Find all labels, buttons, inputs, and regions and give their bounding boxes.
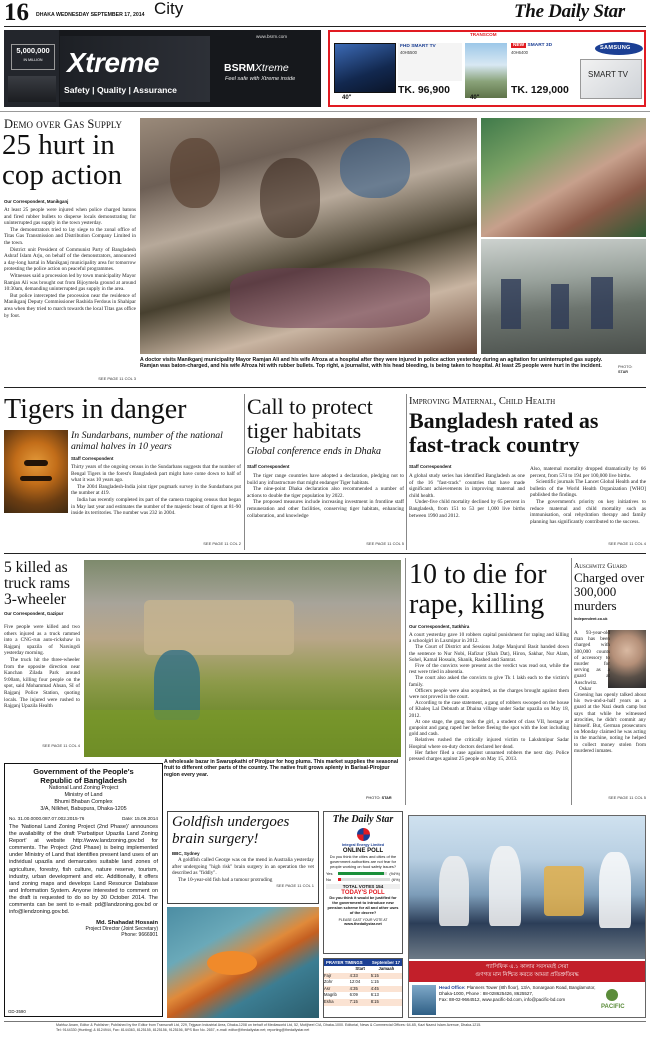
paper-name: The Daily Star [514, 1, 625, 22]
notice-org-1: Government of the People's [33, 767, 134, 776]
prayer-header-row: Start Jamaah [355, 966, 395, 971]
tv1-size: 40" [342, 95, 352, 101]
auschwitz-see-page: SEE PAGE 11 COL 5 [608, 795, 646, 800]
ad-transcom-dealer: TRANSCOM [470, 32, 497, 37]
lead-photo-credit: PHOTO: STAR [618, 365, 633, 374]
killed-body: Five people were killed and two others injured as a truck rammed into a CNG-run auto-rickshaw in Rajganj upazila of Narsingdi yesterday morning. The truck hit the three-wheeler from the opposite direction near Kanchan Zilada Park around 9:00am, killing four people on the spot, said Mohammad Ahsan, SI of Rajganj Police Station, quoting locals. The injured were rushed to Rajganj Upazila Health [4, 624, 80, 710]
maternal-byline: Staff Correspondent [409, 464, 452, 469]
call-headline-2: tiger habitats [247, 418, 362, 443]
goldfish-headline-1: Goldfish undergoes [172, 814, 290, 830]
killed-headline-3: 3-wheeler [4, 591, 66, 608]
lead-byline: Our Correspondent, Manikganj [4, 199, 69, 204]
notice-signer: Md. Shahadat Hossain [96, 920, 158, 927]
lead-rule [4, 387, 646, 388]
killed-headline-1: 5 killed as [4, 559, 68, 576]
pacific-logo-icon [606, 989, 618, 1001]
tv1-name: FHD SMART TV [400, 44, 436, 49]
notice-code: GD-3590 [8, 1009, 26, 1014]
ad-bsrm-tagline: Safety | Quality | Assurance [64, 85, 177, 95]
call-divider [244, 394, 245, 550]
tigers-deck: In Sundarbans, number of the national animal halves in 10 years [71, 430, 223, 452]
tv2-image [580, 59, 642, 99]
call-see-page: SEE PAGE 11 COL 5 [366, 541, 404, 546]
pacific-brand: PACIFIC [601, 1004, 625, 1010]
mid-rule [4, 553, 646, 554]
maternal-kicker: Improving Maternal, Child Health [409, 396, 556, 407]
maternal-see-page: SEE PAGE 11 COL 4 [608, 541, 646, 546]
page-number: 16 [4, 0, 29, 26]
plum-credit: PHOTO: STAR [366, 796, 392, 800]
lead-headline-2: cop action [2, 159, 122, 191]
tigers-see-page: SEE PAGE 11 COL 2 [203, 541, 241, 546]
tv2-price: TK. 129,000 [511, 84, 569, 96]
plum-caption: A wholesale bazar in Swarupkathi of Pirojpur for hog plums. This market supplies the seasonal fruit to different other parts of the country. The native fruit grows aplenty in Barisal-Pirojpur region every year. [164, 759, 399, 778]
ad-pacific [408, 815, 646, 1018]
rape-body: A court yesterday gave 10 robbers capital punishment for raping and killing a schoolgirl in Laxmipur in 2012. The Court of District and Sessions Judge Manjurul Basit handed down the sentence to Nur Nobi, Hafizur (Shah Dat), Hiron, Sakhar, Nur Alam, Sohel, Kamal Hossain, Shanik, Rashed and Samrat. Five of the convicts were present as the verdict was read out, while the rest were tried in absentia. The court also asked the convicts to give Tk 1 lakh each to the victim's family. Officers people were also acquitted, as the charges brought against them were not proved in the court. According to the case statement, a gang of robbers swooped on the house of Khaleq Lal Debnath at Dhaina village under Sadar upazila on May 18, 2012. At one stage, the gang took the girl, a student of class VII, hostage at gunpoint and gang raped her before fleeing the spot with the loot including gold and cash. Relatives rushed the critically injured victim to Lakshmipur Sadar Hospital where on-duty doctors declared her dead. Her father filed a case against unnamed robbers the next day. Police pressed charges against 25 people on May 15, 2013. [409, 632, 569, 763]
notice-phone: Phone: 9666901 [121, 932, 158, 939]
killed-see-page: SEE PAGE 11 COL 4 [42, 743, 80, 748]
lead-headline-1: 25 hurt in [2, 129, 115, 161]
killed-headline-2: truck rams [4, 575, 70, 592]
auschwitz-body: A 93-year-old man has been charged with 300,000 counts of accessory to murder for serving as a guard at Auschwitz. Oskar Groening has openly talked about his two-and-a-half years as a guard at the Nazi death camp but says that while he witnessed atrocities, he didn't commit any himself. But, German prosecutors on Monday claimed he was acting in the machine, noting he helped to collect money stolen from murdered inmates. [574, 630, 646, 754]
tv2-size: 40" [470, 95, 480, 101]
ad-bsrm-logo: BSRMXtreme [224, 62, 289, 74]
smart-tv-label: SMART TV [588, 70, 629, 79]
poll-total: TOTAL VOTES 154 [326, 884, 400, 889]
auschwitz-divider [571, 558, 572, 805]
prayer-date: September 17 [371, 960, 400, 965]
prayer-row: Esha 7:15 8:15 [324, 999, 402, 1006]
rape-divider [405, 558, 406, 805]
ad-bsrm-price: 5,000,000 IN MILLION [11, 44, 55, 70]
tiger-photo [4, 430, 68, 513]
lead-body: At least 25 people were injured when police charged batons and fired rubber bullets to disperse locals demonstrating for uninterrupted gas supply in the town yesterday. The demonstrators tried to lay siege to the zonal office of Titas Gas Transmission and Distribution Company Limited in the town. District unit President of Communist Party of Bangladesh Ashraf Islam Arju, on behalf of the demonstrators, announced a day-long hartal in Manikganj municipality area for tomorrow protesting the police action on peaceful programmes. Witnesses said a procession led by town municipality Mayor Ramjan Ali was brought out from Bijoymela ground at around 10:30am, demanding uninterrupted gas supply in the area. But police intercepted the procession near the residence of Manikganj Deputy Commissioner Rashida Ferdous in Shahipar area when they tried to march towards the local Titas gas office by foot. [4, 207, 136, 319]
lead-photo-journalist [481, 118, 646, 237]
goldfish-byline: BBC, Sydney [172, 851, 200, 856]
tv1-price: TK. 96,900 [398, 84, 450, 96]
tv2-model: 40H6400 [511, 50, 528, 55]
goldfish-photo [167, 907, 319, 1018]
maternal-divider [406, 394, 407, 550]
prayer-title: PRAYER TIMINGS [326, 960, 363, 965]
poll-yes-row: Yes (94%) [326, 871, 400, 877]
tigers-byline: Staff Correspondent [71, 456, 114, 461]
plum-market-photo [84, 560, 401, 757]
footer-rule [4, 1021, 646, 1022]
rape-headline-2: rape, killing [409, 589, 545, 620]
goldfish-body: A goldfish called George was on the mend in Australia yesterday after undergoing "high risk" brain surgery in an operation the vet described as "fiddly". The 10-year-old fish had a tumour protruding [172, 857, 314, 883]
auschwitz-kicker: Auschwitz Guard [574, 561, 627, 570]
ad-bsrm-slogan: Feel safe with Xtreme inside [225, 76, 296, 82]
pacific-head-office: Head Office: Planners Tower (8th floor), 13/A, Sonargaon Road, Banglamotor, Dhaka-1000, Phone : 88-028625426, 8625527, Fax: 88-02-9664512, www.pacific-bd.com, info@pacific-bd.com [439, 985, 596, 1002]
tv1-model: 40H5500 [400, 50, 417, 55]
rape-headline-1: 10 to die for [409, 559, 547, 590]
poll-sponsor-logo [357, 828, 370, 841]
notice-dept: National Land Zoning Project [48, 785, 119, 791]
prayer-row: Asr 4:35 4:45 [324, 986, 402, 993]
government-notice [4, 763, 163, 1017]
ad-bsrm-web: www.bsrm.com [256, 34, 288, 39]
maternal-headline-2: fast-track country [409, 432, 580, 457]
ad-bsrm [4, 30, 321, 107]
samsung-brand: SAMSUNG [600, 45, 631, 51]
notice-body: The 'National Land Zoning Project (2nd Phase)' announces the availability of the draft 'Parbatipur Upazila Land Zoning Report' at website http://www.landzoning.gov.bd for comments. The Project (2nd Phase) is being implemented under Ministry of Land that identifies present land uses of an individual upazila and demarcates suitable land zones of agriculture, forestry, fish culture, nature reserve, tourism, industry, urban development and etc. Additionally, it offers land zoning maps and develops Land Resource Database and Information System. Anyone interested to comment on the draft is requested to do so by 30 October 2014. The comments can be sent to e-mail: pd@landzoning.gov.bd or info@lendzoning.gov.bd. [9, 824, 158, 916]
killed-byline: Our Correspondent, Gazipur [4, 611, 64, 616]
notice-org-2: Republic of Bangladesh [40, 776, 127, 785]
lead-photo-clash [481, 239, 646, 354]
tigers-body: Thirty years of the ongoing census in the Sundarbans suggests that the number of Bengal Tigers in the forest's Bangladesh part might have come down to half of what it was 10 years ago. The 2004 Bangladesh-India joint tiger pugmark survey in the Sundarbans put the number at 419. India has recently completed its part of the camera trapping census that began in May last year and estimates the number of the majestic beast of tigers at 81-90 inside its territories. The number was 232 in 2004. [71, 464, 241, 517]
masthead-rule [4, 26, 646, 27]
lead-kicker: Demo over Gas Supply [4, 117, 122, 131]
tv2-tag: NEW SMART 3D [513, 43, 553, 48]
prayer-row: Zohr 12:04 1:15 [324, 979, 379, 985]
prayer-table [324, 966, 402, 1006]
notice-address: 3/A, Nilkhet, Babupura, Dhaka-1205 [40, 806, 127, 812]
goldfish-headline-2: brain surgery! [172, 831, 259, 847]
poll-vote-note: PLEASE CAST YOUR VOTE AT [338, 917, 388, 922]
pacific-ad-photo [409, 816, 645, 959]
rape-byline: Our Correspondent, Satkhira [409, 624, 470, 629]
notice-memo: No. 31.00.0000.087.07.002.2015-76 [9, 816, 85, 821]
poll-today-question: Do you think it would be justified for the government to introduce new pension scheme for all and other uses of the decree? [327, 895, 399, 915]
call-byline: Staff Correspondent [247, 464, 290, 469]
pacific-bengali-band: প্যাসিফিক এ.১ কালার সবসময়ই সেরা গুণগত মান নিশ্চিত করতে আমরা প্রতিশ্রুতিবদ্ধ [409, 961, 645, 982]
notice-ministry: Ministry of Land [64, 792, 103, 798]
poll-yes-bar [338, 872, 384, 875]
goldfish-see-page: SEE PAGE 11 COL 1 [276, 883, 314, 889]
notice-date: Date: 15.09.2014 [122, 816, 158, 821]
notice-building: Bhumi Bhaban Complex [54, 799, 113, 805]
lead-caption: A doctor visits Manikganj municipality Mayor Ramjan Ali and his wife Afroza at a hospital after they were injured in police action yesterday during an agitation for uninterrupted gas supply. Ramjan was baton-charged, and his wife Afroza hit with rubber bullets. Top right, a journalist, with his head bleeding, is being taken to hospital. At least 25 people were hurt in the incident. [140, 357, 603, 370]
online-poll [323, 811, 403, 954]
tigers-headline: Tigers in danger [4, 394, 187, 425]
prayer-row: Magrib 6:09 6:13 [324, 992, 379, 998]
auschwitz-headline-3: murders [574, 598, 617, 613]
prayer-row: Fajr 4:33 5:15 [324, 973, 402, 980]
pacific-building-icon [412, 985, 436, 1015]
poll-sponsor: Integral Energy Limited [341, 843, 385, 847]
maternal-body-col2: Also, maternal mortality dropped dramatically by 66 percent, from 574 to 194 per 100,000 live births. Scientific journals The Lancet Global Health and the bulletin of the World Health Organization [WHO] published the findings. The government's priority on key initiatives to reduce maternal and child mortality such as immunisation, oral rehydration therapy and family planning has significantly contributed to the success. [530, 466, 646, 525]
maternal-body-col1: A global study series has identified Bangladesh as one of the 16 "fast-track" countries that have made significant achievements in improving maternal and child health. Under-five child mortality declined by 65 percent in Bangladesh, from 151 to 53 per 1,000 live births between 1990 and 2012. [409, 473, 525, 519]
notice-signer-title: Project Director (Joint Secretary) [85, 926, 158, 933]
prayer-timings [323, 958, 403, 1018]
ad-bsrm-brand: Xtreme [67, 47, 159, 78]
lead-see-page: SEE PAGE 11 COL 3 [98, 376, 136, 381]
auschwitz-headline-1: Charged over [574, 570, 645, 585]
poll-title: ONLINE POLL [342, 848, 384, 854]
ad-transcom [328, 30, 646, 107]
poll-vote-site[interactable]: www.thedailystar.net [344, 921, 382, 926]
poll-no-bar [338, 878, 341, 881]
auschwitz-byline: Independent.co.uk [574, 617, 608, 621]
call-headline-1: Call to protect [247, 394, 373, 419]
poll-no-row: No (6%) [326, 877, 400, 883]
poll-question: Do you think the cities and cities of the government authorities are not fear for people working on food safety issues? [329, 854, 397, 869]
poll-paper: The Daily Star [332, 814, 394, 825]
poll-today: TODAY'S POLL [341, 890, 385, 897]
tv1-image [334, 43, 396, 93]
section-title: City [154, 0, 184, 18]
lead-photo-hospital [140, 118, 477, 354]
maternal-headline-1: Bangladesh rated as [409, 408, 599, 433]
dateline: DHAKA WEDNESDAY SEPTEMBER 17, 2014 [36, 12, 145, 18]
tv-window-image [465, 43, 507, 98]
call-deck: Global conference ends in Dhaka [247, 446, 382, 457]
call-body: The tiger range countries have adopted a declaration, pledging not to build any infrastructure that might endanger Tiger habitats. The nine-point Dhaka declaration also recommended a number of actions to double the tiger population by 2022. The proposed measures include increasing investment in frontline staff remuneration and other facilities, conserving tiger habitats, enhancing collaboration, and knowledge [247, 473, 404, 519]
auschwitz-headline-2: 300,000 [574, 584, 617, 599]
goldfish-box [167, 811, 319, 904]
footer-imprint: Mahfuz Anam, Editor & Publisher; Published by the Editor from Transcraft Ltd, 229, Tejgaon Industrial Area, Dhaka-1208 on behalf of Mediaworld Ltd, 52, Motijheel C/A, Dhaka-1000. Editorial, News & Commercial Offices: 64-65, Kazi Nazrul Islam Avenue, Dhaka-1215. Tel: 9144330 (Hunting) & 8124944, Fax: 8144363, 8125155, 8125156, 9125156, BPS Box No. 2657, e-mail: editor@thedailystar.net; reporting@thedailystar.net [56, 1023, 482, 1032]
ad-rule [0, 111, 650, 112]
